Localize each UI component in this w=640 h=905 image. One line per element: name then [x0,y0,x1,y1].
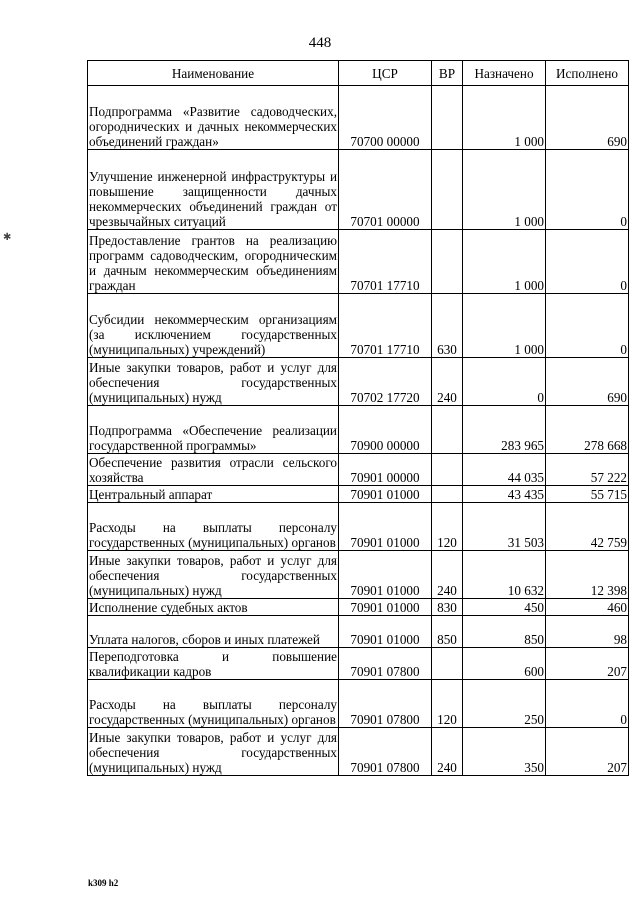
row-assigned: 283 965 [463,406,546,454]
row-vr [432,230,463,294]
row-executed: 0 [546,294,629,358]
row-assigned: 1 000 [463,150,546,230]
row-assigned: 1 000 [463,294,546,358]
row-executed: 12 398 [546,551,629,599]
table-row [88,728,629,776]
row-csr: 70901 00000 [339,454,432,486]
table-row [88,680,629,728]
header-name: Наименование [88,61,339,86]
row-assigned: 44 035 [463,454,546,486]
row-vr [432,86,463,150]
table-row [88,503,629,551]
row-executed: 0 [546,150,629,230]
row-csr: 70700 00000 [339,86,432,150]
row-name: Обеспечение развития отрасли сельского хозяйства [89,455,337,485]
row-name: Переподготовка и повышение квалификации кадров [89,649,337,679]
row-vr [432,486,463,503]
header-executed: Исполнено [546,61,629,86]
row-vr [432,150,463,230]
row-name: Уплата налогов, сборов и иных платежей [88,616,339,648]
row-assigned: 0 [463,358,546,406]
table-row [88,150,629,230]
footer-code: k309 h2 [88,878,119,888]
row-name: Расходы на выплаты персоналу государственных (муниципальных) органов [88,503,339,551]
row-executed: 207 [546,728,629,776]
row-assigned: 350 [463,728,546,776]
row-csr: 70901 07800 [339,728,432,776]
row-executed: 0 [546,680,629,728]
table-row [88,551,629,599]
row-name: Расходы на выплаты персоналу государственных (муниципальных) органов [88,680,339,728]
row-name: Субсидии некоммерческим организациям (за исключением государственных (муниципальных) учреждений) [88,294,339,358]
row-vr: 830 [432,599,463,616]
row-vr: 120 [432,503,463,551]
table-row [88,616,629,648]
row-vr: 240 [432,551,463,599]
table-row [88,486,629,503]
row-name: Предоставление грантов на реализацию программ садоводческим, огородническим и дачным некоммерческим объединениям граждан [88,230,339,294]
header-assigned: Назначено [463,61,546,86]
page-number: 448 [308,35,332,51]
row-name: Подпрограмма «Обеспечение реализации государственной программы» [88,406,339,454]
row-csr: 70701 17710 [339,230,432,294]
table-row [88,599,629,616]
row-vr [432,454,463,486]
row-executed: 98 [546,616,629,648]
row-csr: 70901 01000 [339,486,432,503]
margin-mark: ✱ [3,232,12,243]
row-name: Центральный аппарат [88,486,339,503]
row-assigned: 600 [463,648,546,680]
row-csr: 70701 00000 [339,150,432,230]
row-executed: 42 759 [546,503,629,551]
row-executed: 690 [546,86,629,150]
row-assigned: 450 [463,599,546,616]
table-row [88,648,629,680]
row-vr: 630 [432,294,463,358]
table-row [88,294,629,358]
row-vr: 850 [432,616,463,648]
table-row [88,230,629,294]
row-csr: 70901 01000 [339,599,432,616]
row-vr: 240 [432,728,463,776]
row-executed: 55 715 [546,486,629,503]
row-assigned: 31 503 [463,503,546,551]
header-vr: ВР [432,61,463,86]
row-csr: 70901 01000 [339,616,432,648]
row-name: Исполнение судебных актов [88,599,339,616]
table-row [88,406,629,454]
row-executed: 207 [546,648,629,680]
row-assigned: 43 435 [463,486,546,503]
row-executed: 57 222 [546,454,629,486]
row-csr: 70901 07800 [339,648,432,680]
row-assigned: 850 [463,616,546,648]
row-vr: 240 [432,358,463,406]
row-csr: 70702 17720 [339,358,432,406]
row-executed: 690 [546,358,629,406]
row-csr: 70901 01000 [339,503,432,551]
table-row [88,358,629,406]
row-vr [432,406,463,454]
row-csr: 70701 17710 [339,294,432,358]
table-row [88,86,629,150]
row-assigned: 1 000 [463,86,546,150]
row-assigned: 1 000 [463,230,546,294]
row-vr [432,648,463,680]
row-name: Иные закупки товаров, работ и услуг для обеспечения государственных (муниципальных) нужд [88,551,339,599]
row-assigned: 250 [463,680,546,728]
row-name: Улучшение инженерной инфраструктуры и повышение защищенности дачных некоммерческих объединений граждан от чрезвычайных ситуаций [88,150,339,230]
row-executed: 278 668 [546,406,629,454]
row-name: Подпрограмма «Развитие садоводческих, огороднических и дачных некоммерческих объединений граждан» [88,86,339,150]
row-name: Иные закупки товаров, работ и услуг для обеспечения государственных (муниципальных) нужд [88,728,339,776]
row-assigned: 10 632 [463,551,546,599]
row-csr: 70900 00000 [339,406,432,454]
row-executed: 460 [546,599,629,616]
budget-table [87,60,629,776]
table-row [88,454,629,486]
header-csr: ЦСР [339,61,432,86]
row-name: Иные закупки товаров, работ и услуг для обеспечения государственных (муниципальных) нужд [88,358,339,406]
table-body [88,86,629,776]
row-csr: 70901 07800 [339,680,432,728]
row-csr: 70901 01000 [339,551,432,599]
row-executed: 0 [546,230,629,294]
table-header-row [88,61,629,86]
row-vr: 120 [432,680,463,728]
